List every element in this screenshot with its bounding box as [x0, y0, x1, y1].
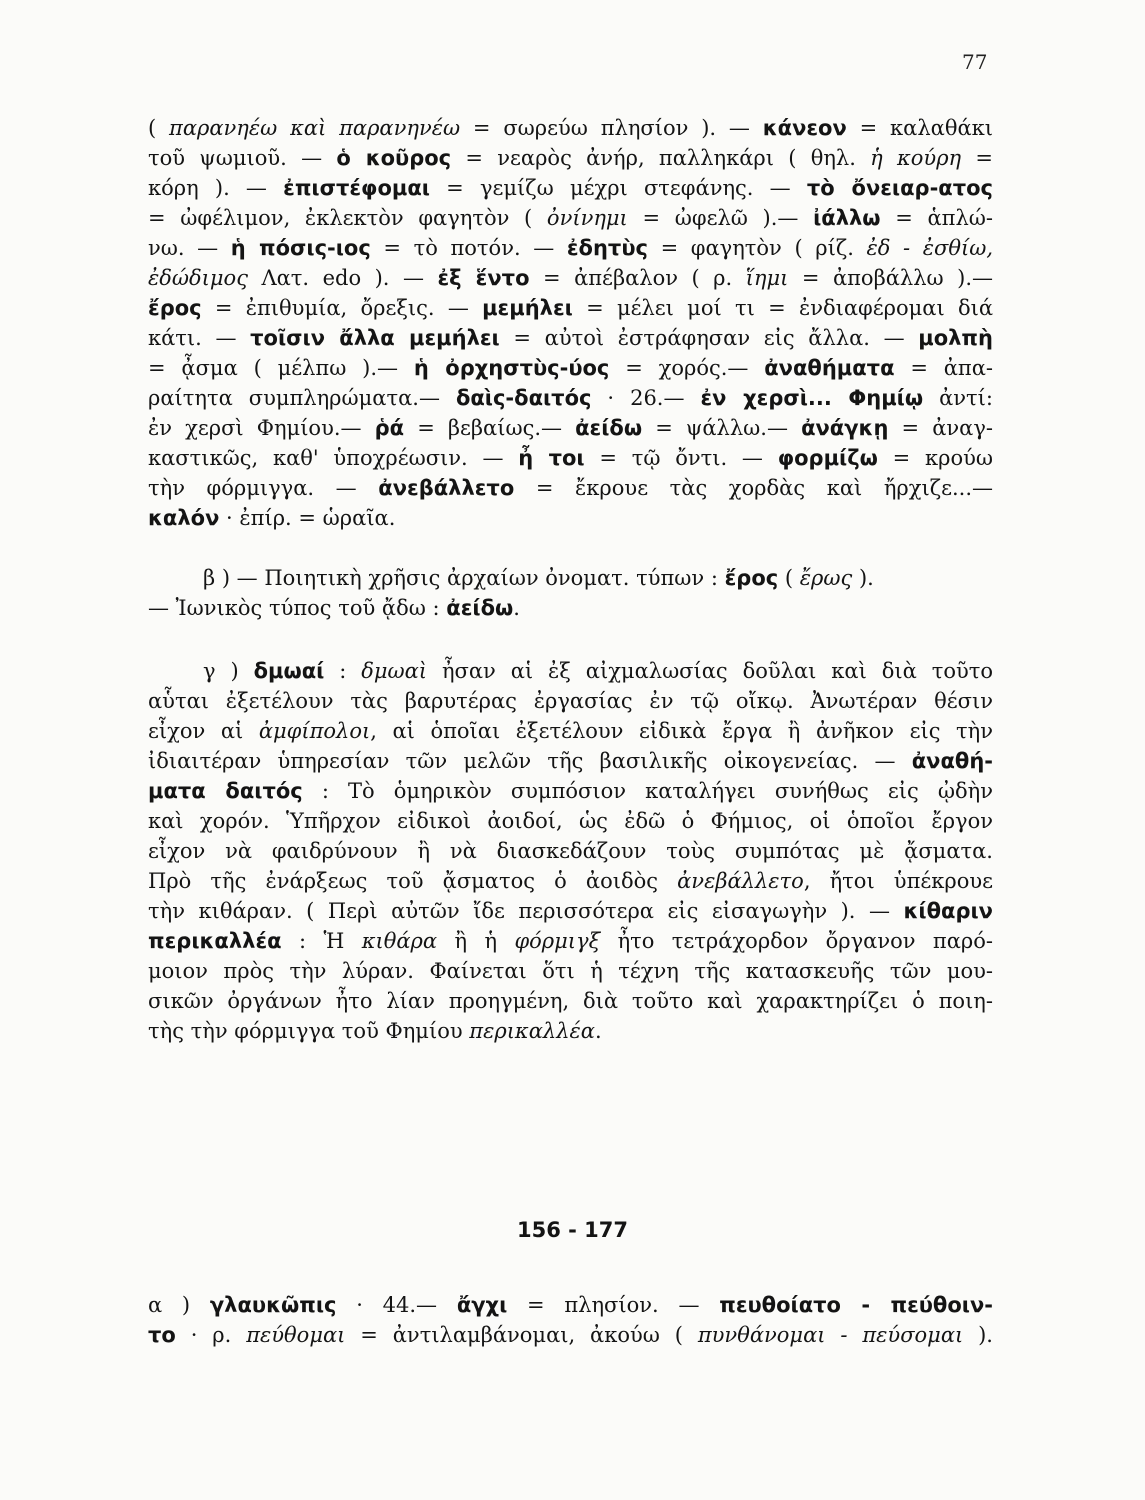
gloss-text: = βεβαίως.— — [404, 416, 576, 440]
text-line — [148, 746, 993, 776]
gloss-text: ( — [778, 566, 800, 590]
gloss-text: = τὸ ποτόν. — — [370, 236, 567, 260]
italic-term: παρανηέω καὶ παρανηνέω — [169, 116, 461, 140]
lemma-term: ματα δαιτός — [148, 779, 303, 803]
italic-term: ἀνεβάλλετο — [677, 869, 804, 893]
text-line — [148, 113, 993, 143]
lemma-term: δμωαί — [253, 659, 325, 683]
italic-term: δμωαὶ — [361, 659, 428, 683]
text-line — [148, 293, 993, 323]
gloss-text: = ᾆσμα ( μέλπω ).— — [148, 356, 414, 380]
text-line — [148, 806, 993, 836]
gloss-text: καστικῶς, καθ' ὑποχρέωσιν. — — [148, 446, 519, 470]
gloss-text: σικῶν ὀργάνων ἦτο λίαν προηγμένη, διὰ τοῦτο καὶ χαρακτηρίζει ὁ ποιη- — [148, 989, 993, 1013]
lemma-term: ἄγχι — [456, 1293, 508, 1317]
gloss-text: = αὐτοὶ ἐστράφησαν εἰς ἄλλα. — — [499, 326, 919, 350]
gloss-text: = — [961, 146, 993, 170]
gloss-text: . — [513, 596, 520, 620]
gloss-text: = ἀντιλαμβάνομαι, ἀκούω ( — [345, 1323, 698, 1347]
section-heading: 156 - 177 — [516, 1218, 628, 1242]
gloss-text: = ἁπλώ- — [880, 206, 993, 230]
italic-term: πεύθομαι — [246, 1323, 346, 1347]
gloss-text: ἦτο τετράχορδον ὄργανον παρό- — [600, 929, 993, 953]
gloss-text: ). — [963, 1323, 993, 1347]
gloss-text: = γεμίζω μέχρι στεφάνης. — — [429, 176, 807, 200]
lemma-term: πευθοίατο - πεύθοιν- — [719, 1293, 993, 1317]
lemma-term: γλαυκῶπις — [209, 1293, 337, 1317]
gloss-text: = ἀποβάλλω ).— — [788, 266, 993, 290]
lemma-term: μολπὴ — [918, 326, 993, 350]
text-line — [148, 1016, 993, 1046]
gloss-text: = ἔκρουε τὰς χορδὰς καὶ ἤρχιζε...— — [514, 476, 993, 500]
italic-term: περικαλλέα — [469, 1019, 595, 1043]
gloss-text: , ἤτοι ὑπέκρουε — [803, 869, 993, 893]
italic-term: φόρμιγξ — [514, 929, 601, 953]
text-line — [148, 173, 993, 203]
gloss-text: γ ) — [203, 659, 254, 683]
lemma-term: ἔρος — [148, 296, 202, 320]
lemma-term: ἀείδω — [575, 416, 643, 440]
italic-term: ἀμφίπολοι — [258, 719, 371, 743]
text-line — [148, 263, 993, 293]
lemma-term: περικαλλέα — [148, 929, 282, 953]
italic-term: κιθάρα — [361, 929, 438, 953]
gloss-text: μοιον πρὸς τὴν λύραν. Φαίνεται ὅτι ἡ τέχνη τῆς κατασκευῆς τῶν μου- — [148, 959, 993, 983]
gloss-text: ἰδιαιτέραν ὑπηρεσίαν τῶν μελῶν τῆς βασιλικῆς οἰκογενείας. — — [148, 749, 912, 773]
gloss-text: = ἀπα- — [894, 356, 993, 380]
gloss-text: = σωρεύω πλησίον ). — — [460, 116, 763, 140]
lemma-term: ὁ κοῦρος — [336, 146, 452, 170]
gloss-text: = κρούω — [877, 446, 993, 470]
lemma-term: ἀνάγκῃ — [801, 416, 889, 440]
lemma-term: μεμήλει — [482, 296, 573, 320]
text-line — [148, 926, 993, 956]
gloss-text: ἀντί: — [923, 386, 993, 410]
lemma-term: ἡ ὀρχηστὺς-ύος — [413, 356, 610, 380]
gloss-text: κόρη ). — — [148, 176, 284, 200]
gloss-text: τὴς τὴν φόρμιγγα τοῦ Φημίου — [148, 1019, 470, 1043]
italic-term: πυνθάνομαι - πεύσομαι — [697, 1323, 964, 1347]
gloss-text: ). — [852, 566, 874, 590]
text-line — [148, 776, 993, 806]
text-line — [148, 473, 993, 503]
lemma-term: ἀναθή- — [911, 749, 993, 773]
text-line — [148, 413, 993, 443]
gloss-text: Λατ. edo ). — — [247, 266, 438, 290]
gloss-text: ἢ ἡ — [437, 929, 515, 953]
gloss-text: α ) — [148, 1293, 210, 1317]
lemma-term: ἀείδω — [446, 596, 514, 620]
gloss-text: ( — [148, 116, 170, 140]
text-line — [148, 836, 993, 866]
gloss-text: Πρὸ τῆς ἐνάρξεως τοῦ ᾄσματος ὁ ἀοιδὸς — [148, 869, 678, 893]
text-line — [148, 986, 993, 1016]
gloss-text: = μέλει μοί τι = ἐνδιαφέρομαι διά — [572, 296, 993, 320]
gloss-text: : — [324, 659, 362, 683]
gloss-text: · ρ. — [175, 1323, 247, 1347]
gloss-text: ἦσαν αἱ ἐξ αἰχμαλωσίας δοῦλαι καὶ διὰ τοῦτο — [427, 659, 993, 683]
gloss-text: — Ἰωνικὸς τύπος τοῦ ᾄδω : — [148, 596, 447, 620]
gloss-text: = ὠφελῶ ).— — [627, 206, 814, 230]
lemma-term: το — [148, 1323, 176, 1347]
gloss-text: ἐν χερσὶ Φημίου.— — [148, 416, 375, 440]
italic-term: ἐδώδιμος — [148, 266, 248, 290]
gloss-text: . — [594, 1019, 602, 1043]
page-number: 77 — [962, 50, 988, 74]
lemma-term: κάνεον — [762, 116, 847, 140]
lemma-term: ἐξ ἕντο — [437, 266, 530, 290]
lemma-term: ἔρος — [724, 566, 779, 590]
gloss-text: = ὠφέλιμον, ἐκλεκτὸν φαγητὸν ( — [148, 206, 547, 230]
text-line — [148, 203, 993, 233]
gloss-text: · ἐπίρ. = ὡραῖα. — [219, 506, 396, 530]
gloss-text: : Ἡ — [281, 929, 362, 953]
lemma-term: κίθαριν — [903, 899, 993, 923]
lemma-term: ἀνεβάλλετο — [378, 476, 515, 500]
italic-term: ἵημι — [745, 266, 789, 290]
gloss-text: = χορός.— — [609, 356, 765, 380]
text-line — [148, 443, 993, 473]
gloss-text: εἶχον νὰ φαιδρύνουν ἢ νὰ διασκεδάζουν τοὺς συμπότας μὲ ᾄσματα. — [148, 839, 993, 863]
lemma-term: ἐν χερσὶ... Φημίῳ — [700, 386, 924, 410]
gloss-text: = ἐπιθυμία, ὄρεξις. — — [201, 296, 483, 320]
italic-term: ἐδ - ἐσθίω, — [866, 236, 993, 260]
lemma-term: ἐδητὺς — [566, 236, 648, 260]
lemma-term: καλόν — [148, 506, 220, 530]
text-line — [148, 1320, 993, 1350]
lemma-term: ἰάλλω — [813, 206, 881, 230]
lemma-term: φορμίζω — [777, 446, 878, 470]
text-line — [203, 656, 993, 686]
gloss-text: = πλησίον. — — [507, 1293, 720, 1317]
lemma-term: ἀναθήματα — [764, 356, 895, 380]
gloss-text: , αἱ ὁποῖαι ἐξετέλουν εἰδικὰ ἔργα ἢ ἀνῆκον εἰς τὴν — [370, 719, 993, 743]
text-line — [148, 593, 993, 623]
gloss-text: = τῷ ὄντι. — — [584, 446, 778, 470]
text-line — [148, 353, 993, 383]
gloss-text: τὴν κιθάραν. ( Περὶ αὐτῶν ἴδε περισσότερα εἰς εἰσαγωγὴν ). — — [148, 899, 904, 923]
gloss-text: καὶ χορόν. Ὑπῆρχον εἰδικοὶ ἀοιδοί, ὡς ἐδῶ ὁ Φήμιος, οἱ ὁποῖοι ἔργον — [148, 809, 993, 833]
text-line — [148, 956, 993, 986]
gloss-text: β ) — Ποιητικὴ χρῆσις ἀρχαίων ὀνοματ. τύπων : — [203, 566, 725, 590]
gloss-text: = φαγητὸν ( ρίζ. — [647, 236, 867, 260]
gloss-text: ραίτητα συμπληρώματα.— — [148, 386, 456, 410]
lemma-term: ἦ τοι — [518, 446, 585, 470]
text-line — [148, 323, 993, 353]
gloss-text: νω. — — [148, 236, 231, 260]
lemma-term: ῥά — [374, 416, 405, 440]
gloss-text: · 44.— — [336, 1293, 457, 1317]
italic-term: ἡ κούρη — [870, 146, 962, 170]
text-line — [148, 896, 993, 926]
text-line — [148, 503, 993, 533]
gloss-text: : Τὸ ὁμηρικὸν συμπόσιον καταλήγει συνήθως εἰς ᾠδὴν — [302, 779, 993, 803]
text-line — [148, 1290, 993, 1320]
lemma-term: δαὶς-δαιτός — [455, 386, 592, 410]
italic-term: ὀνίνημι — [546, 206, 628, 230]
text-line — [148, 686, 993, 716]
gloss-text: = ἀπέβαλον ( ρ. — [529, 266, 746, 290]
lemma-term: ἐπιστέφομαι — [283, 176, 430, 200]
gloss-text: = καλαθάκι — [846, 116, 993, 140]
gloss-text: εἶχον αἱ — [148, 719, 259, 743]
text-line — [148, 716, 993, 746]
italic-term: ἔρως — [799, 566, 853, 590]
lemma-term: τοῖσιν ἄλλα μεμήλει — [250, 326, 500, 350]
gloss-text: = ἀναγ- — [888, 416, 993, 440]
lemma-term: ἡ πόσις-ιος — [230, 236, 371, 260]
text-line — [203, 563, 993, 593]
text-line — [148, 383, 993, 413]
gloss-text: = ψάλλω.— — [642, 416, 802, 440]
text-line — [148, 866, 993, 896]
gloss-text: · 26.— — [591, 386, 701, 410]
gloss-text: = νεαρὸς ἀνήρ, παλληκάρι ( θηλ. — [451, 146, 871, 170]
gloss-text: κάτι. — — [148, 326, 251, 350]
gloss-text: αὗται ἐξετέλουν τὰς βαρυτέρας ἐργασίας ἐν τῷ οἴκῳ. Ἀνωτέραν θέσιν — [148, 689, 993, 713]
gloss-text: τοῦ ψωμιοῦ. — — [148, 146, 337, 170]
text-line — [148, 143, 993, 173]
lemma-term: τὸ ὄνειαρ-ατος — [806, 176, 993, 200]
text-line — [148, 233, 993, 263]
gloss-text: τὴν φόρμιγγα. — — [148, 476, 379, 500]
